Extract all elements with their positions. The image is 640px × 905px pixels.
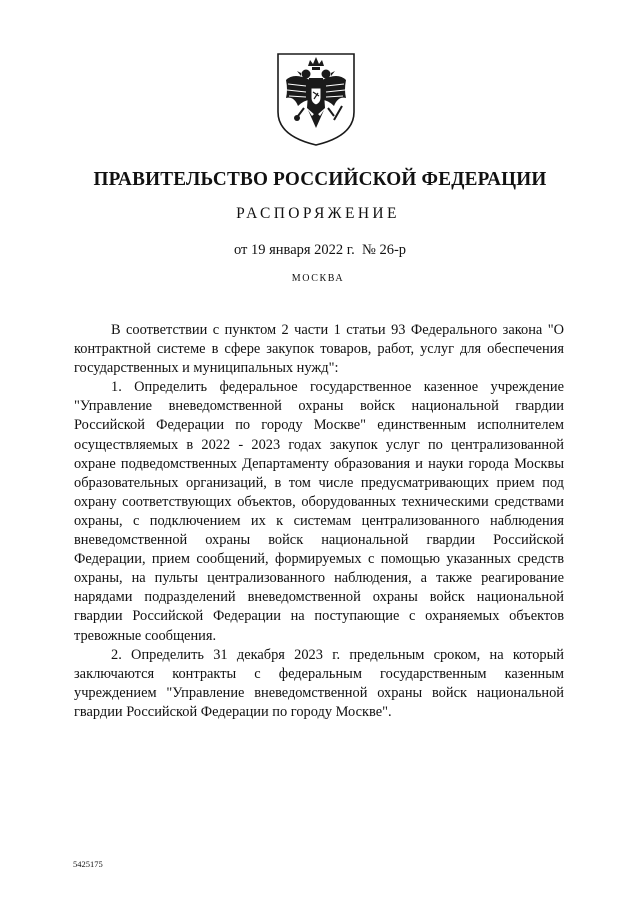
document-body (74, 321, 564, 722)
preamble-paragraph: В соответствии с пунктом 2 части 1 статьи 93 Федерального закона "О контрактной системе в сфере закупок товаров, работ, услуг для обеспечения государственных и муниципальных нужд": (74, 322, 564, 377)
issue-city: МОСКВА (291, 273, 345, 284)
document-code: 5425175 (73, 859, 103, 869)
government-title: ПРАВИТЕЛЬСТВО РОССИЙСКОЙ ФЕДЕРАЦИИ (93, 168, 547, 190)
document-date-number: от 19 января 2022 г. № 26-р (233, 242, 407, 258)
document-type: РАСПОРЯЖЕНИЕ (236, 205, 400, 222)
clause-1-paragraph: 1. Определить федеральное государственное казенное учреждение "Управление вневедомственной охраны войск национальной гвардии Российской Федерации по городу Москве" единственным исполнителем осуществляемых в 2022 - 2023 годах закупок услуг по централизованной охране подведомственных Департаменту образования и науки города Москвы образовательных организаций, в том числе предусматривающих прием под охрану соответствующих объектов, оборудованных техническими средствами охраны, с подключением их к системам централизованного наблюдения вневедомственной охраны войск национальной гвардии Российской Федерации, прием сообщений, формируемых с помощью указанных средств охраны, на пульты централизованного наблюдения, а также реагирование нарядами подразделений вневедомственной охраны войск национальной гвардии Российской Федерации на поступающие с охраняемых объектов тревожные сообщения. (74, 379, 564, 644)
clause-2-paragraph: 2. Определить 31 декабря 2023 г. предельным сроком, на который заключаются контракты с федеральным государственным казенным учреждением "Управление вневедомственной охраны войск национальной гвардии Российской Федерации по городу Москве". (74, 646, 564, 720)
coat-of-arms-icon (272, 50, 360, 148)
